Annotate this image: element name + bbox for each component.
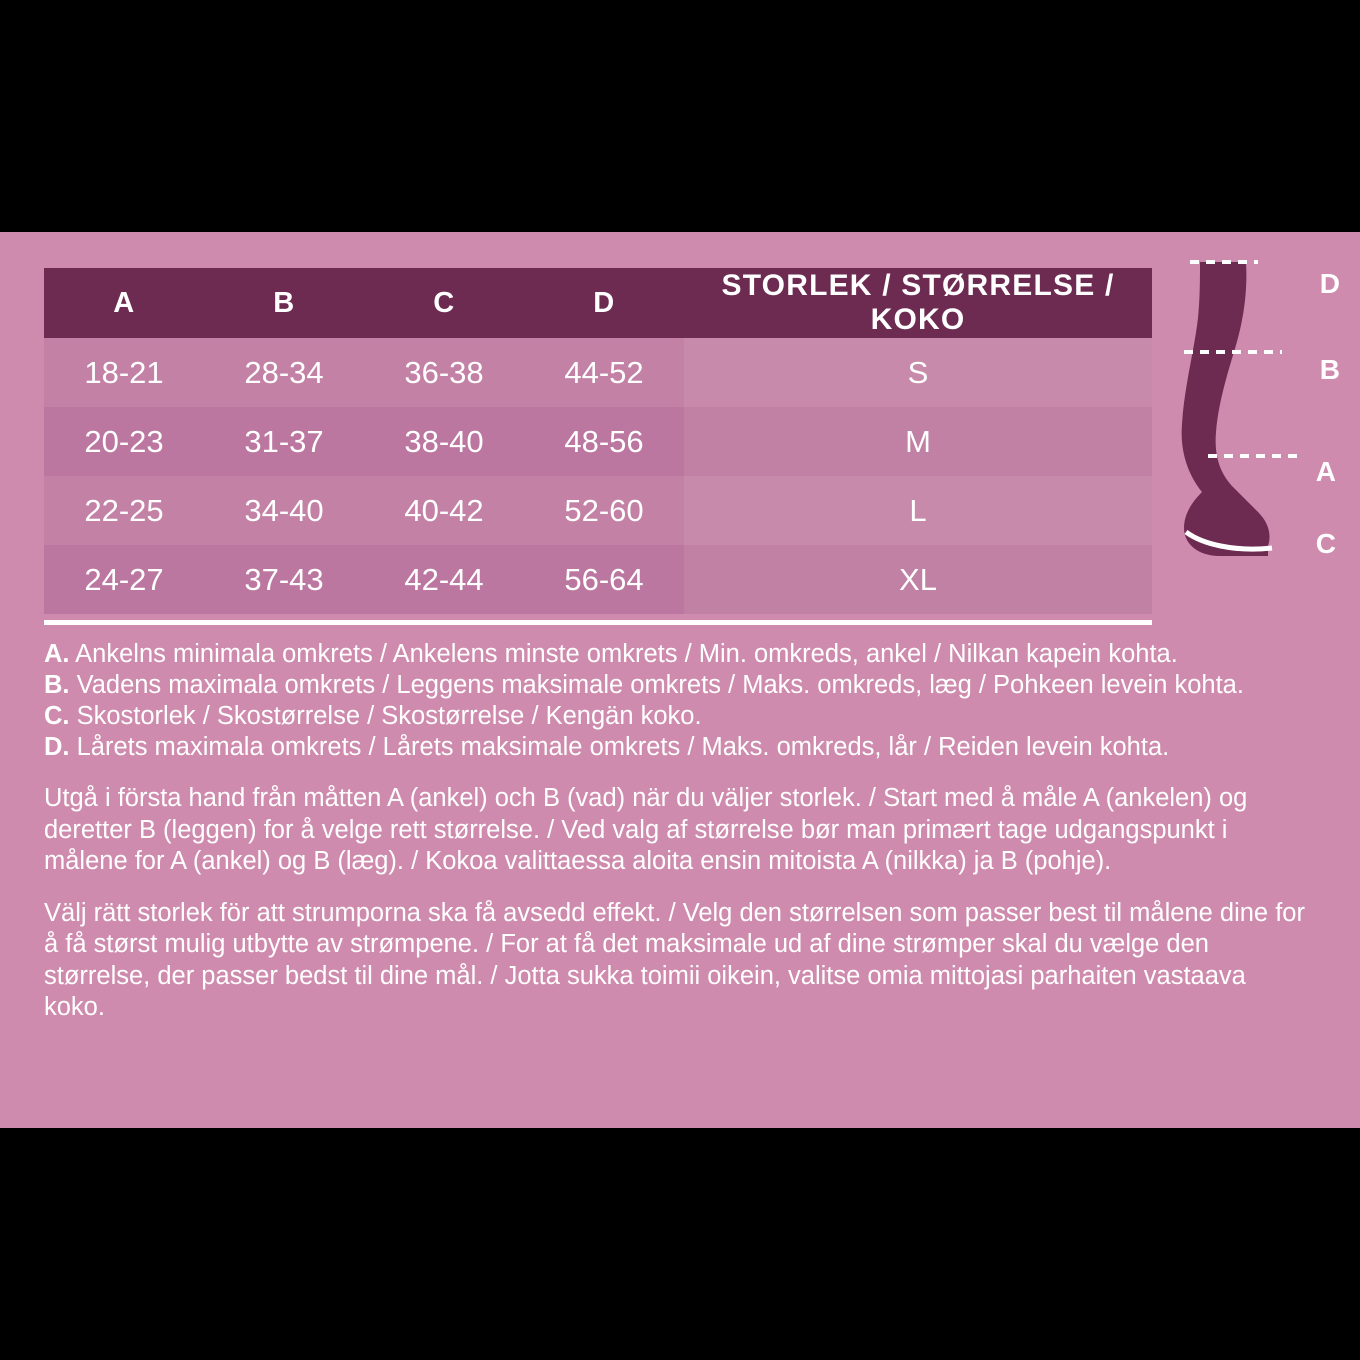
- column-header-d: D: [524, 268, 684, 338]
- legend-item-a: [44, 639, 1316, 670]
- instructions-paragraph-2: Välj rätt storlek för att strumporna ska få avsedd effekt. / Velg den størrelsen som passer best til målene dine for å få størst mulig utbytte av strømpene. / For at få det maksimale ud af dine strømper skal du vælge den størrelse, der passer bedst til dine mål. / Jotta sukka toimii oikein, valitse omia mittojasi parhaiten vastaava koko.: [44, 898, 1305, 1021]
- cell-c: 36-38: [364, 338, 524, 407]
- cell-c: 40-42: [364, 476, 524, 545]
- cell-b: 28-34: [204, 338, 364, 407]
- divider: [44, 620, 1152, 625]
- legend-key-c: C.: [44, 702, 70, 730]
- legend-key-a: A.: [44, 640, 70, 668]
- cell-a: 24-27: [44, 545, 204, 614]
- cell-size: XL: [684, 545, 1152, 614]
- size-table: [44, 268, 1152, 614]
- diagram-label-a: A: [1315, 456, 1336, 487]
- instructions-paragraph-1: Utgå i första hand från måtten A (ankel) och B (vad) när du väljer storlek. / Start med å måle A (ankelen) og deretter B (leggen) for å velge rett størrelse. / Ved valg af størrelse bør man primært tage udgangspunkt i målene for A (ankel) og B (læg). / Kokoa valittaessa aloita ensin mitoista A (nilkka) ja B (pohje).: [44, 784, 1248, 875]
- legend-text-a: Ankelns minimala omkrets / Ankelens minste omkrets / Min. omkreds, ankel / Nilkan kapein kohta.: [69, 640, 1178, 668]
- cell-size: M: [684, 407, 1152, 476]
- column-header-a: A: [44, 268, 204, 338]
- table-header-row: [44, 268, 1152, 338]
- cell-b: 37-43: [204, 545, 364, 614]
- cell-d: 56-64: [524, 545, 684, 614]
- cell-d: 52-60: [524, 476, 684, 545]
- leg-shape: [1182, 262, 1270, 556]
- legend-text-d: Lårets maximala omkrets / Lårets maksimale omkrets / Maks. omkreds, lår / Reiden levein kohta.: [69, 733, 1170, 761]
- cell-d: 44-52: [524, 338, 684, 407]
- diagram-label-d: D: [1319, 268, 1340, 299]
- legend-text-b: Vadens maximala omkrets / Leggens maksimale omkrets / Maks. omkreds, læg / Pohkeen levein kohta.: [69, 671, 1244, 699]
- legend-item-c: [44, 701, 1316, 732]
- table-header: [44, 268, 1152, 338]
- diagram-label-b: B: [1319, 354, 1340, 385]
- table-row: [44, 338, 1152, 407]
- cell-a: 20-23: [44, 407, 204, 476]
- leg-diagram: [1172, 256, 1342, 596]
- cell-a: 18-21: [44, 338, 204, 407]
- cell-d: 48-56: [524, 407, 684, 476]
- cell-size: L: [684, 476, 1152, 545]
- legend-key-b: B.: [44, 671, 70, 699]
- column-header-c: C: [364, 268, 524, 338]
- cell-size: S: [684, 338, 1152, 407]
- legend-item-d: [44, 732, 1316, 763]
- table-row: [44, 545, 1152, 614]
- legend-item-b: [44, 670, 1316, 701]
- legend-text-c: Skostorlek / Skostørrelse / Skostørrelse / Kengän koko.: [69, 702, 702, 730]
- column-header-b: B: [204, 268, 364, 338]
- table-row: [44, 476, 1152, 545]
- cell-b: 31-37: [204, 407, 364, 476]
- legend-list: [44, 639, 1316, 763]
- card-content: [44, 268, 1316, 1024]
- cell-c: 38-40: [364, 407, 524, 476]
- table-body: [44, 338, 1152, 614]
- size-guide-card: [0, 232, 1360, 1128]
- diagram-label-c: C: [1315, 528, 1336, 559]
- legend-key-d: D.: [44, 733, 70, 761]
- cell-b: 34-40: [204, 476, 364, 545]
- table-row: [44, 407, 1152, 476]
- cell-a: 22-25: [44, 476, 204, 545]
- cell-c: 42-44: [364, 545, 524, 614]
- column-header-size: STORLEK / STØRRELSE / KOKO: [684, 268, 1152, 338]
